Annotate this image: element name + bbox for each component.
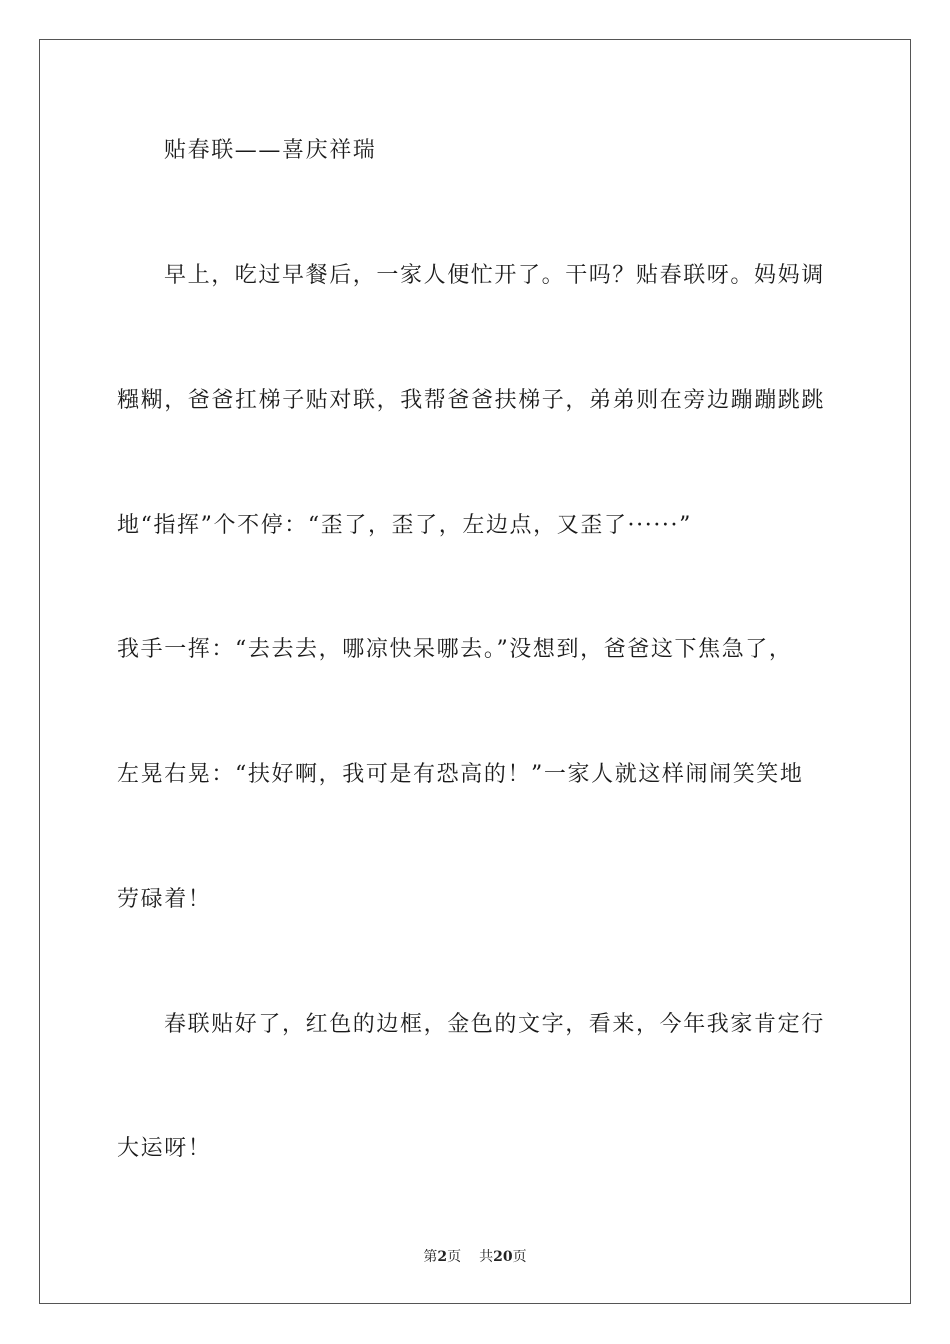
total-suffix: 页 <box>512 1249 527 1265</box>
paragraph-line: 早上，吃过早餐后，一家人便忙开了。干吗？贴春联呀。妈妈调 <box>164 263 825 288</box>
page-suffix: 页 <box>447 1249 462 1265</box>
total-prefix: 共 <box>479 1249 494 1265</box>
paragraph-line: 大运呀！ <box>117 1136 212 1161</box>
paragraph-line: 春联贴好了，红色的边框，金色的文字，看来，今年我家肯定行 <box>164 1012 825 1037</box>
page-number: 2 <box>437 1249 448 1265</box>
total-pages: 20 <box>493 1249 513 1265</box>
paragraph-line: 劳碌着！ <box>117 887 212 912</box>
document-heading: 贴春联——喜庆祥瑞 <box>164 138 377 163</box>
paragraph-line: 地“指挥”个不停：“歪了，歪了，左边点，又歪了······” <box>117 513 692 538</box>
paragraph-line: 左晃右晃：“扶好啊，我可是有恐高的！”一家人就这样闹闹笑笑地 <box>117 762 804 787</box>
page-border <box>39 39 911 1304</box>
page-footer <box>0 1247 950 1267</box>
page-prefix: 第 <box>423 1249 438 1265</box>
paragraph-line: 糨糊，爸爸扛梯子贴对联，我帮爸爸扶梯子，弟弟则在旁边蹦蹦跳跳 <box>117 388 826 413</box>
paragraph-line: 我手一挥：“去去去，哪凉快呆哪去。”没想到，爸爸这下焦急了， <box>117 637 793 662</box>
